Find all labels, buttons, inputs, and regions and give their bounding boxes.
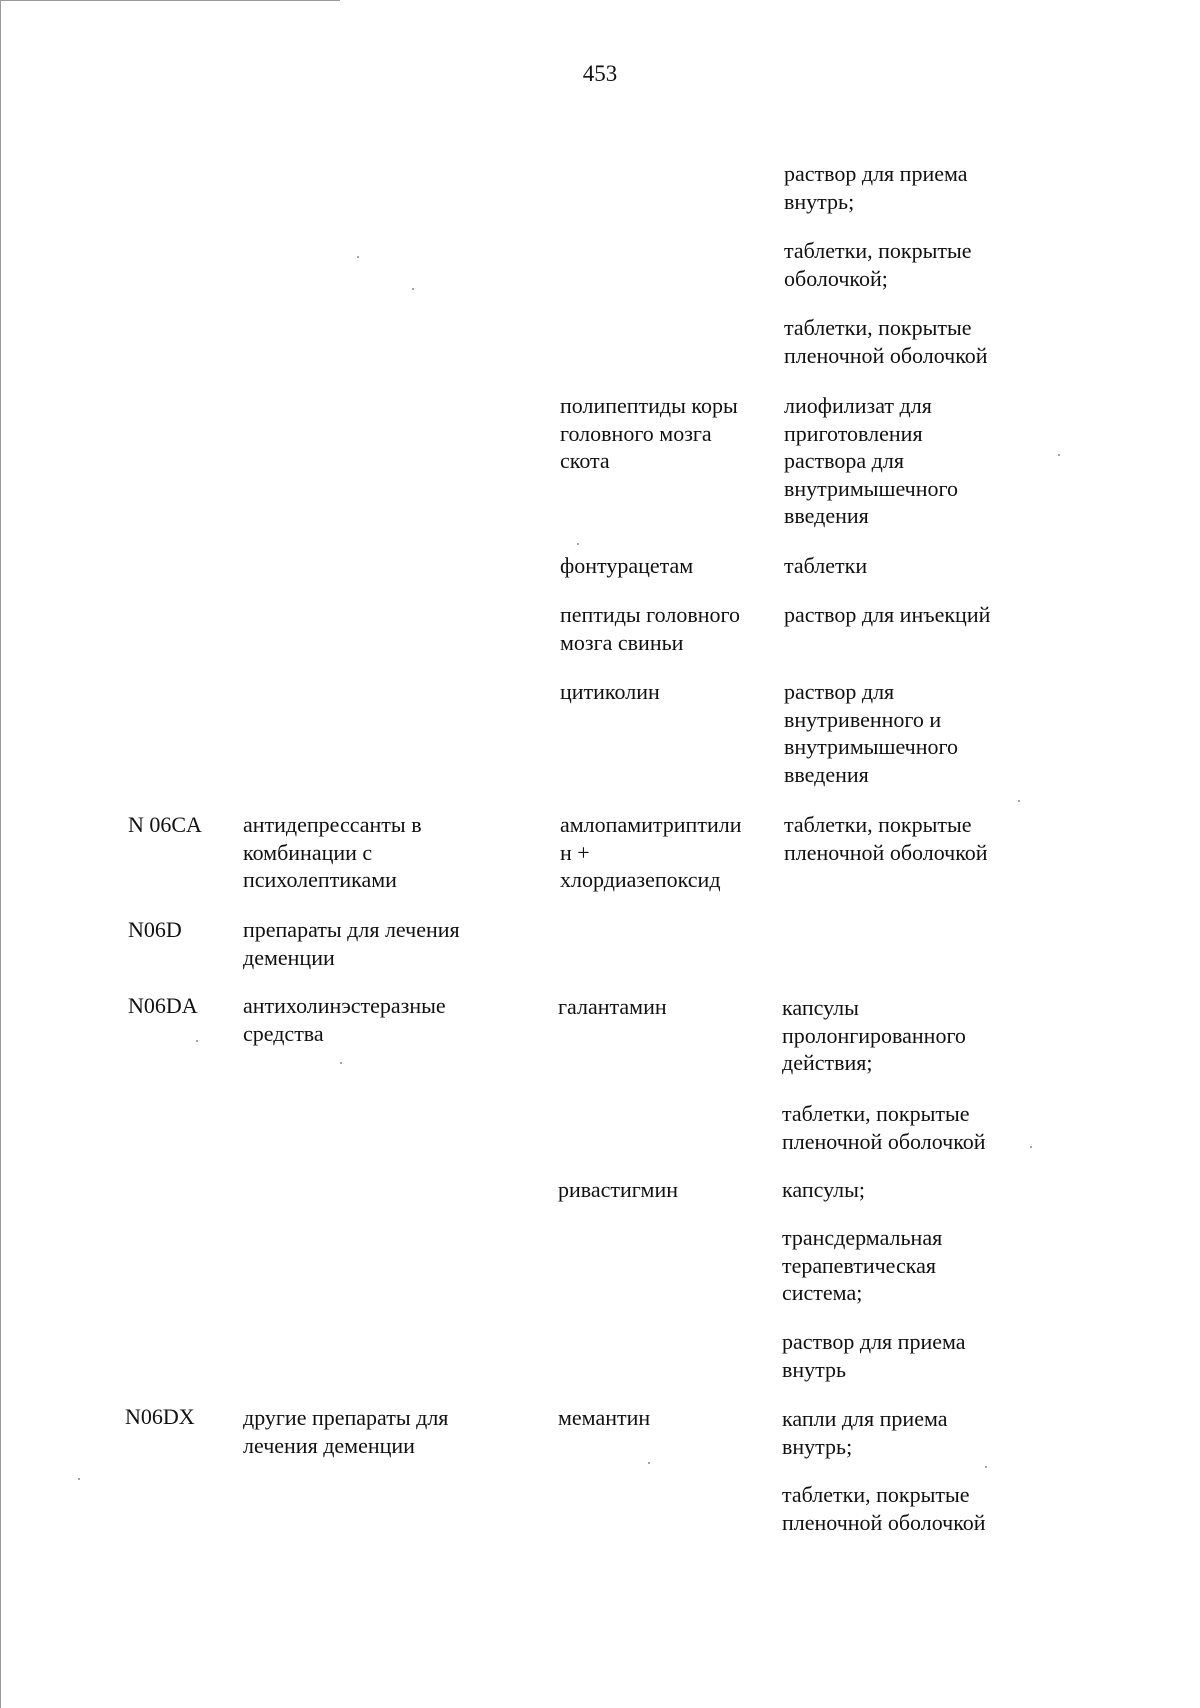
dosage-form-cell: таблетки, покрытые оболочкой; [784, 238, 972, 291]
scan-speck [357, 256, 359, 258]
page-number: 453 [582, 61, 618, 86]
atc-code-cell: N 06CA [128, 812, 202, 837]
substance-cell: пептиды головного мозга свиньи [560, 602, 740, 655]
scan-speck [1018, 800, 1020, 802]
substance-cell: цитиколин [560, 679, 660, 704]
dosage-form-cell: раствор для инъекций [784, 602, 991, 627]
group-name-cell: антихолинэстеразные средства [243, 993, 446, 1046]
substance-cell: фонтурацетам [560, 553, 694, 578]
substance-cell: галантамин [558, 994, 667, 1019]
scan-speck [196, 1040, 198, 1042]
group-name-cell: другие препараты для лечения деменции [243, 1405, 449, 1458]
dosage-form-cell: раствор для приема внутрь [782, 1329, 966, 1382]
atc-code-cell: N06D [128, 917, 182, 942]
page-edge-top [0, 0, 340, 1]
substance-cell: амлопамитриптили н + хлордиазепоксид [560, 812, 742, 892]
dosage-form-cell: трансдермальная терапевтическая система; [782, 1225, 943, 1305]
dosage-form-cell: капсулы; [782, 1177, 865, 1202]
dosage-form-cell: таблетки [784, 553, 868, 578]
substance-cell: полипептиды коры головного мозга скота [560, 393, 738, 473]
dosage-form-cell: капли для приема внутрь; [782, 1406, 948, 1459]
scan-speck [648, 1462, 650, 1464]
dosage-form-cell: лиофилизат для приготовления раствора для внутримышечного введения [784, 393, 958, 528]
group-name-cell: препараты для лечения деменции [243, 917, 460, 970]
atc-code-cell: N06DX [125, 1404, 195, 1429]
dosage-form-cell: таблетки, покрытые пленочной оболочкой [782, 1101, 986, 1154]
dosage-form-cell: таблетки, покрытые пленочной оболочкой [784, 315, 988, 368]
dosage-form-cell: таблетки, покрытые пленочной оболочкой [784, 812, 988, 865]
scan-speck [1058, 454, 1060, 456]
dosage-form-cell: раствор для внутривенного и внутримышечного введения [784, 679, 958, 787]
scan-speck [340, 1062, 342, 1064]
substance-cell: ривастигмин [558, 1177, 678, 1202]
scan-speck [1030, 1146, 1032, 1148]
substance-cell: мемантин [558, 1405, 651, 1430]
group-name-cell: антидепрессанты в комбинации с психолептиками [243, 812, 422, 892]
dosage-form-cell: капсулы пролонгированного действия; [782, 995, 966, 1075]
atc-code-cell: N06DA [128, 993, 198, 1018]
scan-speck [412, 288, 414, 290]
page-edge-left [0, 0, 1, 1708]
dosage-form-cell: таблетки, покрытые пленочной оболочкой [782, 1482, 986, 1535]
scan-speck [577, 543, 579, 545]
scan-speck [78, 1478, 80, 1480]
dosage-form-cell: раствор для приема внутрь; [784, 161, 968, 214]
scan-speck [985, 1466, 987, 1468]
